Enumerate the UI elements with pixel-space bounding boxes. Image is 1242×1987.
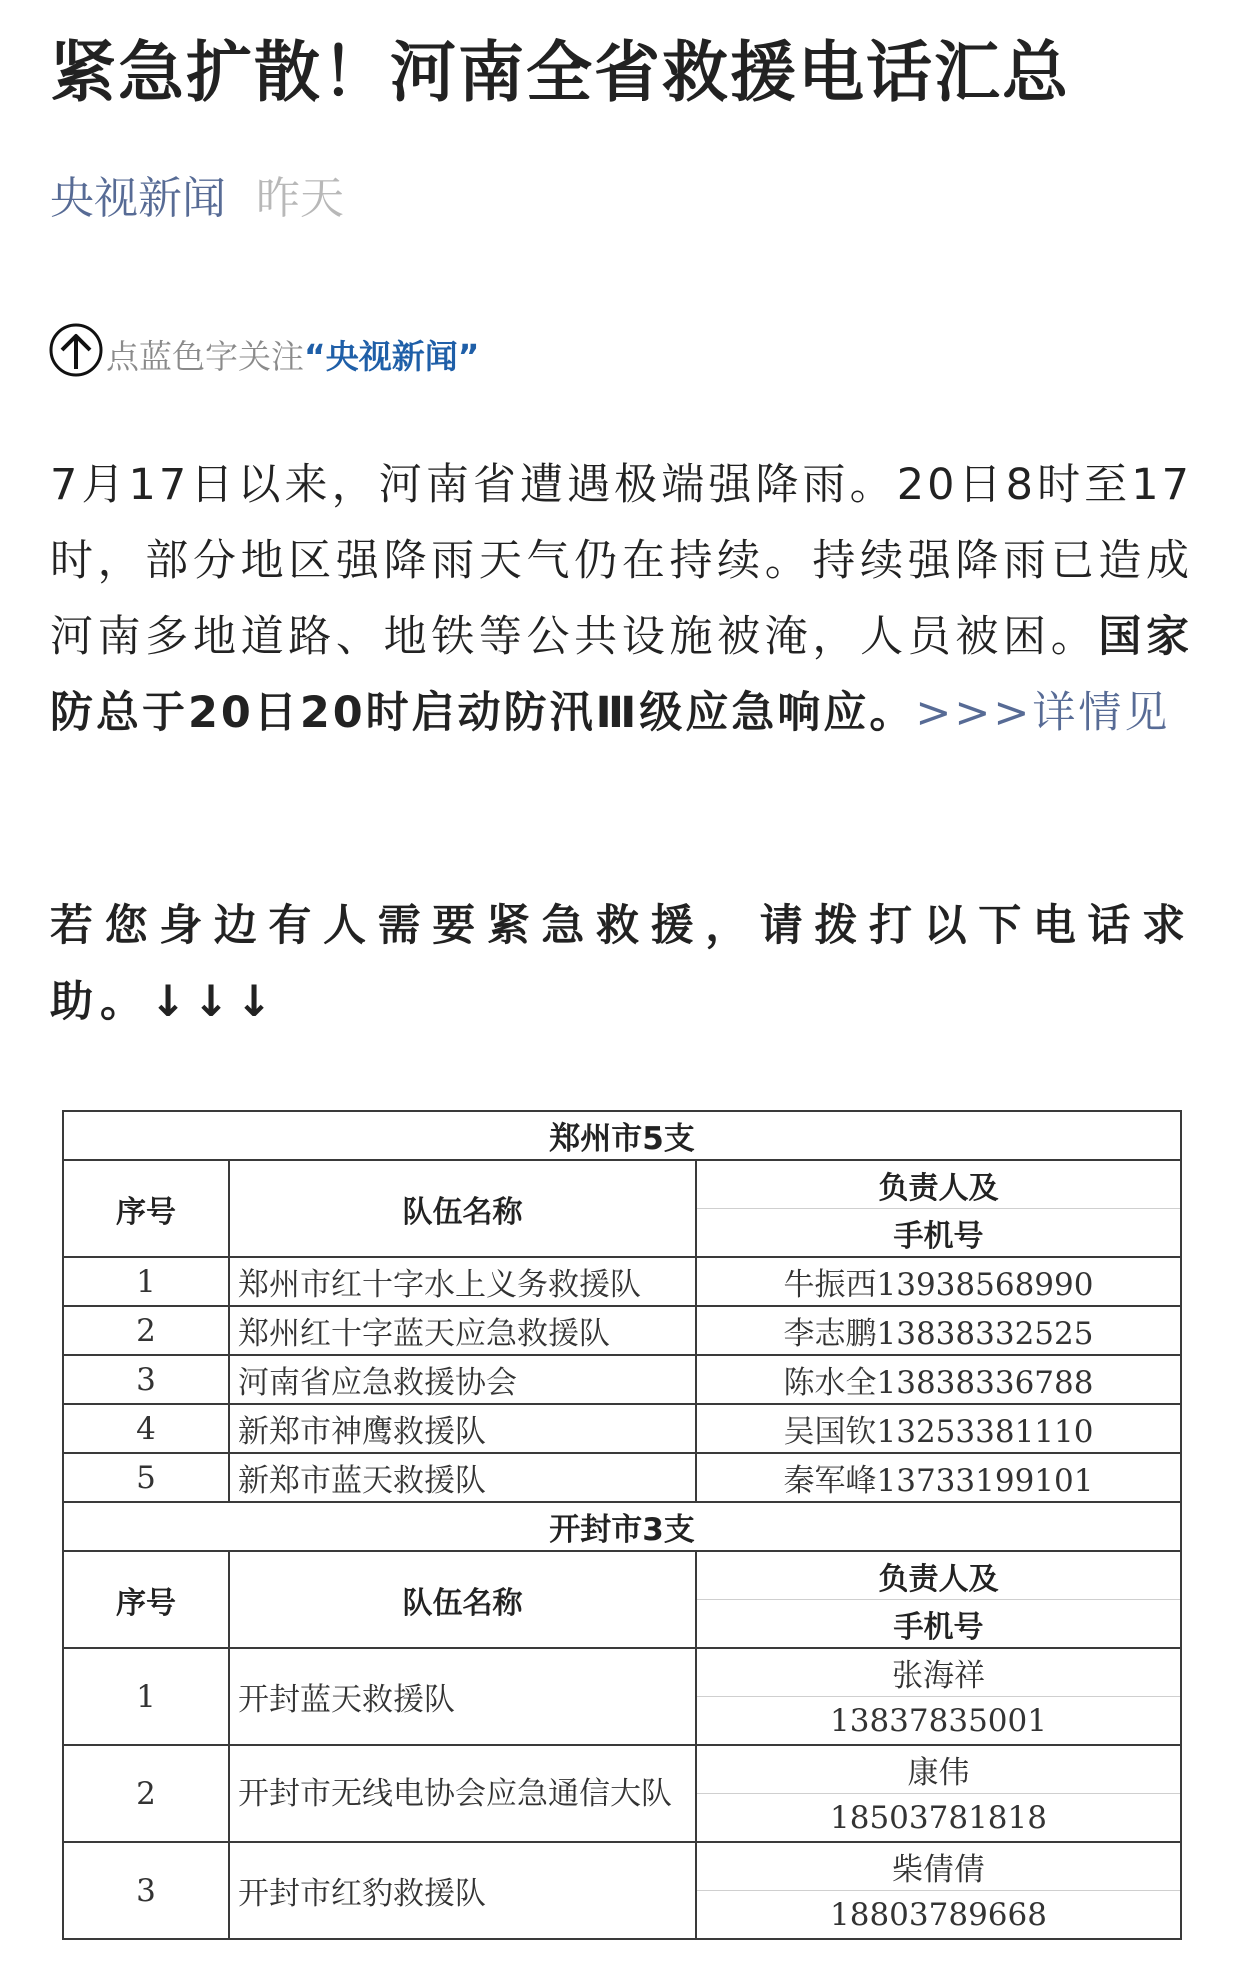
intro-bold-text: 国家防总于20日20时启动防汛Ⅲ级应急响应。	[50, 612, 1193, 738]
source-account-link[interactable]: 央视新闻	[50, 173, 226, 224]
article-title: 紧急扩散！河南全省救援电话汇总	[50, 34, 1070, 111]
row-person: 康伟	[696, 1745, 1181, 1794]
row-person: 柴倩倩	[696, 1842, 1181, 1891]
header-contact-line2: 手机号	[696, 1209, 1181, 1258]
table-row	[63, 1745, 1181, 1794]
table-row	[63, 1355, 1181, 1404]
section-row	[63, 1111, 1181, 1160]
table-row	[63, 1453, 1181, 1502]
rescue-contacts-table	[62, 1110, 1182, 1940]
section-row	[63, 1502, 1181, 1551]
row-contact: 吴国钦13253381110	[696, 1404, 1181, 1453]
row-team: 开封蓝天救援队	[229, 1648, 696, 1745]
row-phone: 18503781818	[696, 1794, 1181, 1843]
row-no: 1	[63, 1257, 229, 1306]
header-no: 序号	[63, 1160, 229, 1257]
row-no: 2	[63, 1745, 229, 1842]
header-contact-line1: 负责人及	[696, 1160, 1181, 1209]
row-team: 新郑市神鹰救援队	[229, 1404, 696, 1453]
header-row	[63, 1551, 1181, 1600]
row-no: 2	[63, 1306, 229, 1355]
row-contact: 李志鹏13838332525	[696, 1306, 1181, 1355]
row-team: 新郑市蓝天救援队	[229, 1453, 696, 1502]
header-row	[63, 1160, 1181, 1209]
table-row	[63, 1257, 1181, 1306]
header-team: 队伍名称	[229, 1160, 696, 1257]
intro-text: 7月17日以来，河南省遭遇极端强降雨。20日8时至17时，部分地区强降雨天气仍在持续。持续强降雨已造成河南多地道路、地铁等公共设施被淹，人员被困。	[50, 460, 1192, 662]
row-phone: 13837835001	[696, 1697, 1181, 1746]
follow-prompt	[48, 318, 479, 378]
section-title-kaifeng: 开封市3支	[63, 1502, 1181, 1551]
call-for-help-paragraph: 若您身边有人需要紧急救援，请拨打以下电话求助。↓↓↓	[50, 901, 1192, 1027]
follow-text: 点蓝色字关注	[106, 337, 304, 376]
row-no: 5	[63, 1453, 229, 1502]
row-team: 郑州红十字蓝天应急救援队	[229, 1306, 696, 1355]
row-contact: 陈水全13838336788	[696, 1355, 1181, 1404]
header-contact-line1: 负责人及	[696, 1551, 1181, 1600]
follow-account-link[interactable]: “央视新闻”	[304, 337, 480, 376]
table-row	[63, 1648, 1181, 1697]
details-link[interactable]: >>>详情见	[915, 688, 1171, 738]
row-phone: 18803789668	[696, 1891, 1181, 1940]
table-row	[63, 1842, 1181, 1891]
intro-paragraph	[50, 447, 1192, 751]
table-row	[63, 1404, 1181, 1453]
header-no: 序号	[63, 1551, 229, 1648]
header-contact-line2: 手机号	[696, 1600, 1181, 1649]
table-row	[63, 1306, 1181, 1355]
row-team: 郑州市红十字水上义务救援队	[229, 1257, 696, 1306]
row-no: 3	[63, 1355, 229, 1404]
row-team: 开封市无线电协会应急通信大队	[229, 1745, 696, 1842]
row-team: 开封市红豹救援队	[229, 1842, 696, 1939]
row-contact: 秦军峰13733199101	[696, 1453, 1181, 1502]
row-no: 3	[63, 1842, 229, 1939]
row-no: 1	[63, 1648, 229, 1745]
header-team: 队伍名称	[229, 1551, 696, 1648]
row-contact: 牛振西13938568990	[696, 1257, 1181, 1306]
up-arrow-circle-icon	[48, 322, 104, 378]
row-person: 张海祥	[696, 1648, 1181, 1697]
section-title-zhengzhou: 郑州市5支	[63, 1111, 1181, 1160]
publish-time: 昨天	[256, 173, 344, 224]
row-team: 河南省应急救援协会	[229, 1355, 696, 1404]
row-no: 4	[63, 1404, 229, 1453]
article-meta	[50, 162, 344, 226]
